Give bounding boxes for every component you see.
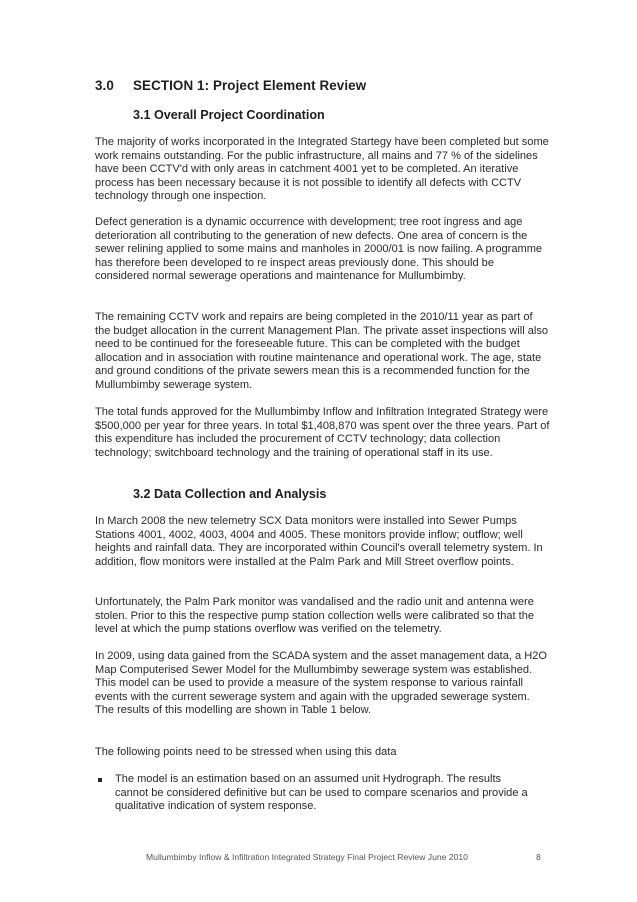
paragraph: Unfortunately, the Palm Park monitor was vandalised and the radio unit and antenna were stolen. Prior to this the respective pump station collection wells were calibrated so that the level at which the pump stations overflow was verified on the telemetry. [95,596,535,635]
paragraph: The majority of works incorporated in the Integrated Startegy have been completed but some work remains outstanding. For the public infrastructure, all mains and 77 % of the sidelines have been CCTV'd with only areas in catchment 4001 yet to be completed. An iterative process has been necessary because it is not possible to identify all defects with CCTV technology through one inspection. [95,136,549,202]
paragraph: The following points need to be stressed when using this data [95,746,397,758]
paragraph: The total funds approved for the Mullumbimby Inflow and Infiltration Integrated Strategy were $500,000 per year for three years. In total $1,408,870 was spent over the three years. Part of this expenditure has included the procurement of CCTV technology; data collection technology; switchboard technology and the training of operational staff in its use. [95,406,550,459]
footer-text: Mullumbimby Inflow & Infiltration Integrated Strategy Final Project Review June 2010 [146,852,468,862]
section-heading [95,78,366,93]
page-number: 8 [536,852,541,862]
subsection-heading-data-collection-and-analysis: 3.2 Data Collection and Analysis [133,487,327,501]
subsection-heading-overall-project-coordination: 3.1 Overall Project Coordination [133,108,325,122]
paragraph: The remaining CCTV work and repairs are being completed in the 2010/11 year as part of the budget allocation in the current Management Plan. The private asset inspections will also need to be continued for the foreseeable future. This can be completed with the budget allocation and in association with routine maintenance and operational work. The age, state and ground conditions of the private sewers mean this is a recommended function for the Mullumbimby sewerage system. [95,311,548,391]
bullet-item: The model is an estimation based on an assumed unit Hydrograph. The results cannot be considered definitive but can be used to compare scenarios and provide a qualitative indication of system response. [115,773,528,812]
paragraph: Defect generation is a dynamic occurrence with development; tree root ingress and age deterioration all contributing to the generation of new defects. One area of concern is the sewer relining applied to some mains and manholes in 2000/01 is now failing. A programme has therefore been developed to re inspect areas previously done. This should be considered normal sewerage operations and maintenance for Mullumbimby. [95,216,543,282]
section-number: 3.0 [95,78,114,93]
paragraph: In March 2008 the new telemetry SCX Data monitors were installed into Sewer Pumps Stations 4001, 4002, 4003, 4004 and 4005. These monitors provide inflow; outflow; well heights and rainfall data. They are incorporated within Council's overall telemetry system. In addition, flow monitors were installed at the Palm Park and Mill Street overflow points. [95,515,543,568]
paragraph: In 2009, using data gained from the SCADA system and the asset management data, a H2O Map Computerised Sewer Model for the Mullumbimby sewerage system was established. This model can be used to provide a measure of the system response to various rainfall events with the current sewerage system and again with the upgraded sewerage system. The results of this modelling are shown in Table 1 below. [95,650,547,716]
section-title: SECTION 1: Project Element Review [133,78,367,93]
bullet-square-icon [98,778,102,782]
